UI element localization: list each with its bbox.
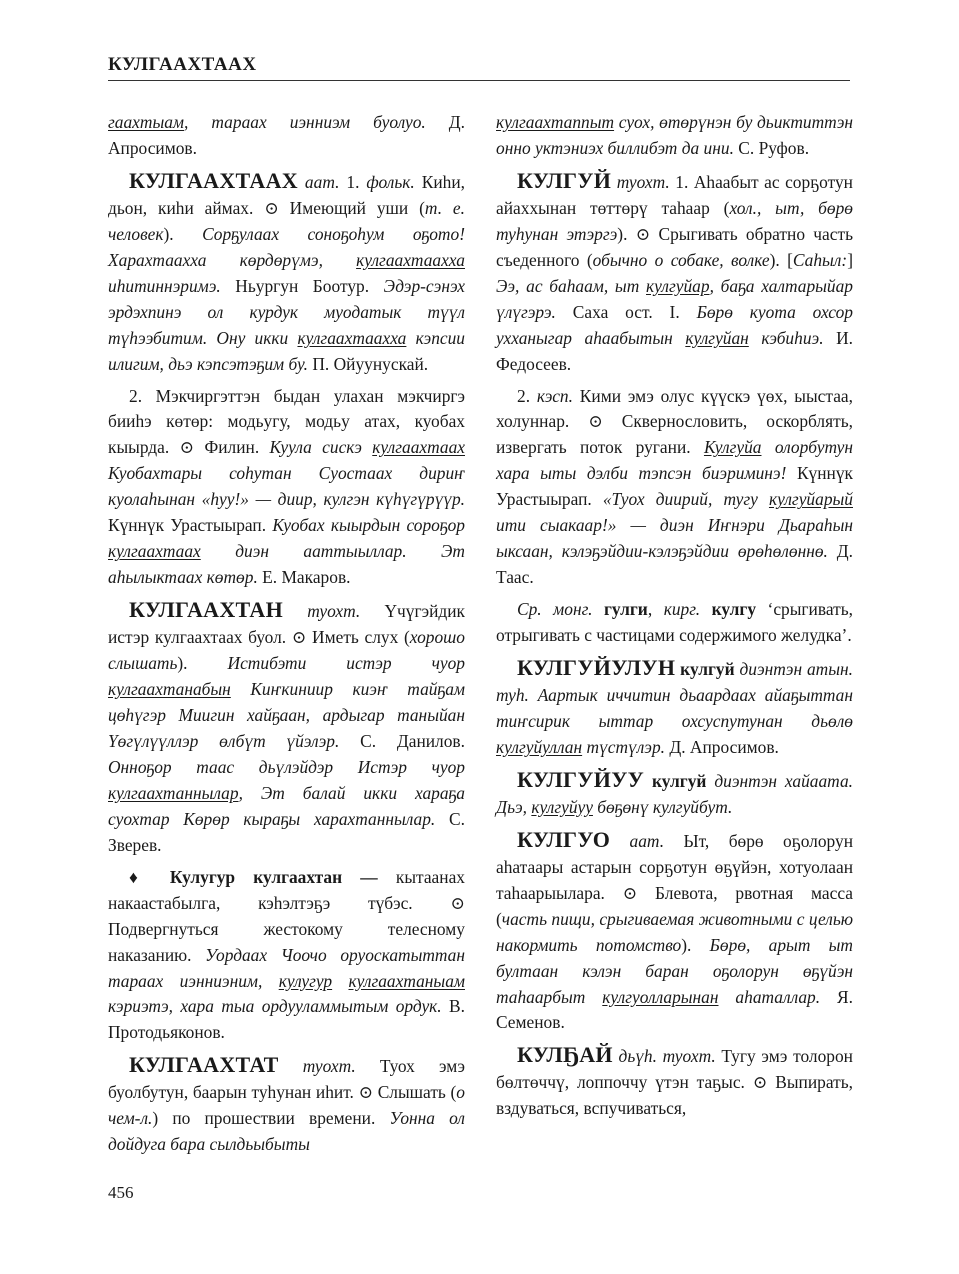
headword: КУЛГУЙ [517, 167, 612, 193]
right-column [496, 110, 853, 1128]
entry-kulguy-etymology: Ср. монг. гулги, кирг. кулгу ‘срыгивать, отрыгивать с частицами содержимого желудка’. [496, 599, 853, 646]
header-rule [108, 80, 850, 81]
entry-kulguyuu: КУЛГУЙУУ кулгуй диэнтэн хайаата. Дьэ, кулгуйуу бөҕөнү кулгуйбут. [496, 766, 853, 817]
headword: КУЛГУЙУУ [517, 766, 645, 792]
headword: КУЛГААХТААХ [129, 167, 298, 193]
headword: КУЛҔАЙ [517, 1042, 613, 1068]
page-number: 456 [108, 1183, 134, 1202]
left-column [108, 110, 465, 1164]
entry-kulguo: КУЛГУО аат. Ыт, бөрө оҕолорун аһатаары астарын сорҕотун өҕүйэн, хотуолаан таһаарыылара. ⊙ Блевота, рвотная масса (часть пищи, срыгиваемая животными с целью накормить потомство). Бөрө, арыт ыт бултаан кэлэн баран оҕолорун өҕүйэн таһаарбыт кулгуолларынан аһаталлар. Я. Семенов. [496, 826, 854, 1033]
headword: КУЛГУЙУЛУН [517, 655, 676, 681]
entry-kulgaakhtaakh-sense-2: 2. Мэкчиргэттэн быдан улахан мэкчиргэ бииһэ көтөр: модьугу, модьу атах, куобах кыырда. ⊙ Филин. Куула сискэ кулгаахтаах Куобахтары соһутан Суостаах дириҥ куолаһынан «һуу!» — диир, кулгэн күһүгүрүүр. Күннүк Урастыырап. Куобах кыырдын сороҕор кулгаахтаах диэн ааттыыллар. Эт аһылыктаах көтөр. Е. Макаров. [108, 385, 465, 588]
entry-kulgaakhtat: КУЛГААХТАТ туохт. Туох эмэ буолбутун, баарын туһунан иһит. ⊙ Слышать (о чем-л.) по прошествии времени. Уонна ол дойдуга бара сылдьыбыты [108, 1052, 465, 1155]
entry-kulgay: КУЛҔАЙ дьүһ. туохт. Тугу эмэ толорон бөлтөччү, лоппоччу үтэн таҕыс. ⊙ Выпирать, вздуваться, вспучиваться, [496, 1042, 853, 1119]
entry-kulguy-sense-2: 2. кэсп. Кими эмэ олус күүскэ үөх, ыыстаа, холуннар. ⊙ Сквернословить, оскорблять, извергать поток ругани. Кулгуйа олорбутун хара ыты дэлби тэпсэн биэриминэ! Күннүк Урастыырап. «Туох диирий, тугу кулгуйарый ити сыакаар!» — диэн Иҥнэри Дьараһын ыксаан, кэлэҕэйдии-кэлэҕэйдии өрөһөлөннө. Д. Таас. [496, 385, 854, 588]
headword: КУЛГУО [517, 826, 611, 852]
entry-continuation-right: кулгаахтаппыт суох, өтөрүнэн бу дьиктиттэн онно уктэниэх биллибэт да ини. С. Руфов. [496, 112, 853, 158]
entry-kulgaakhtaakh: КУЛГААХТААХ аат. 1. фольк. Киһи, дьон, киһи аймах. ⊙ Имеющий уши (т. е. человек). Сорҕулаах соноҕоһум оҕото! Харахтаахха көрдөрүмэ, кулгаахтаахха иһитиннэримэ. Ньургун Боотур. Эдэр-сэнэх эрдэхпинэ ол курдук муодатык түүл түһээбитим. Ону икки кулгаахтаахха кэпсии илигим, дьэ кэпсэтэҕим бу. П. Ойуунускай. [108, 167, 465, 374]
entry-continuation: гаахтыам, тараах иэнниэм буолуо. Д. Апросимов. [108, 112, 465, 158]
entry-kulguyulun: КУЛГУЙУЛУН кулгуй диэнтэн атын. туһ. Аартык иччитин дьаардаах айаҕыттан тиҥсирик ыттар охсуспутунан дьөлө кулгуйуллан түстүлэр. Д. Апросимов. [496, 655, 853, 757]
headword: КУЛГААХТАТ [129, 1052, 279, 1078]
entry-kulgaakhtan-phrase: ♦ Кулугур кулгаахтан — кытаанах накаастабылга, кэһэлтэҕэ түбэс. ⊙ Подвергнуться жестокому телесному наказанию. Уордаах Чоочо оруоскатыттан тараах иэнниэним, кулугур кулгаахтаныам кэриэтэ, хара тыа ордууламмытым ордук. В. Протодьяконов. [108, 866, 465, 1043]
running-head: КУЛГААХТААХ [108, 54, 257, 75]
headword: КУЛГААХТАН [129, 597, 283, 623]
entry-kulguy: КУЛГУЙ туохт. 1. Аһаабыт ас сорҕотун айаххынан төттөрү таһаар (хол., ыт, бөрө туһунан этэргэ). ⊙ Срыгивать обратно часть съеденного (обычно о собаке, волке). [Саһыл:] Ээ, ас баһаам, ыт кулгуйар, баҕа халтарыйар үлүгэрэ. Саха ост. I. Бөрө куота охсор ухханыгар аһаабытын кулгуйан кэбиһиэ. И. Федосеев. [496, 167, 853, 374]
entry-kulgaakhtan: КУЛГААХТАН туохт. Үчүгэйдик истэр кулгаахтаах буол. ⊙ Иметь слух (хорошо слышать). Истибэти истэр чуор кулгаахтанабын Киҥкиниир киэҥ тайҕам цөһүгэр Миигин хайҕаан, ардыгар таныйан Үөгүлүүллэр өлбүт үйэлэр. С. Данилов. Онноҕор таас дьүлэйдэр Истэр чуор кулгаахтаннылар, Эт балай икки хараҕа суохтар Көрөр кыраҕы харахтаннылар. С. Зверев. [108, 597, 466, 855]
